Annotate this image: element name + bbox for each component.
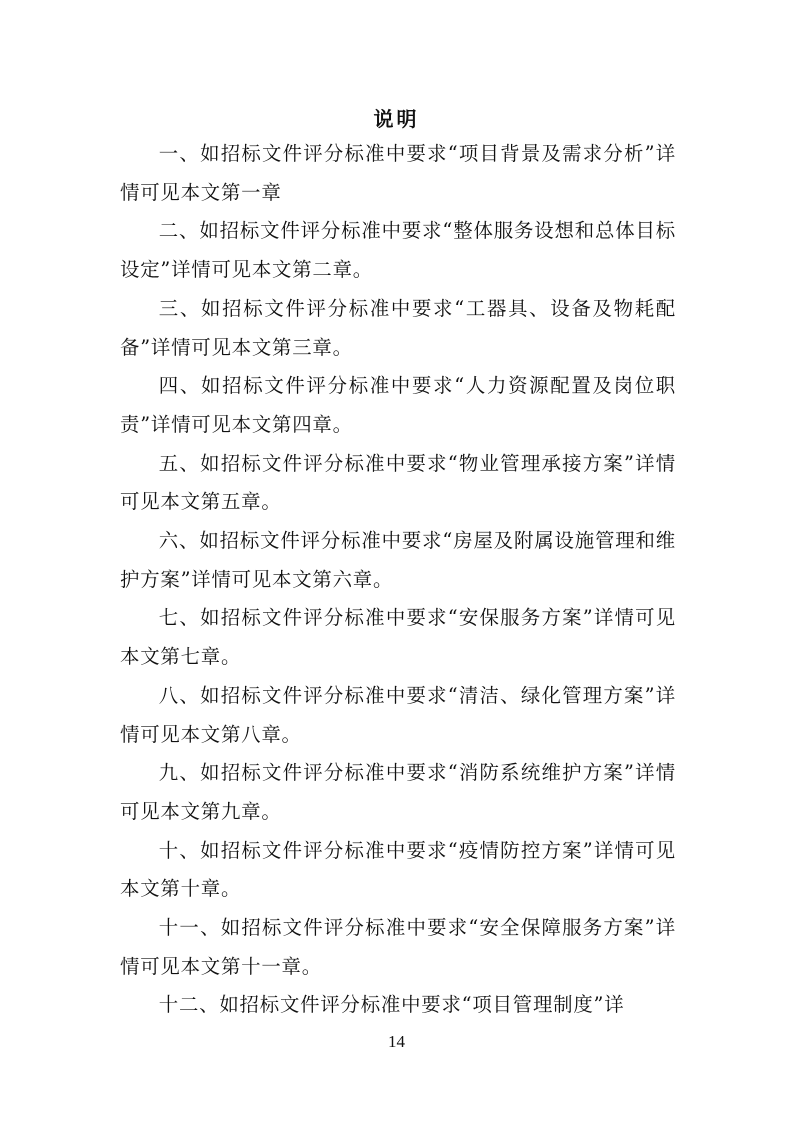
- paragraph-8: 八、如招标文件评分标准中要求“清洁、绿化管理方案”详情可见本文第八章。: [120, 683, 676, 746]
- paragraph-11: 十一、如招标文件评分标准中要求“安全保障服务方案”详情可见本文第十一章。: [120, 916, 676, 978]
- document-body: [120, 135, 676, 1025]
- paragraph-10: 十、如招标文件评分标准中要求“疫情防控方案”详情可见本文第十章。: [120, 838, 676, 901]
- paragraph-7: 七、如招标文件评分标准中要求“安保服务方案”详情可见本文第七章。: [120, 606, 676, 669]
- paragraph-6: 六、如招标文件评分标准中要求“房屋及附属设施管理和维护方案”详情可见本文第六章。: [120, 529, 676, 591]
- paragraph-5: 五、如招标文件评分标准中要求“物业管理承接方案”详情可见本文第五章。: [120, 451, 676, 514]
- paragraph-2: 二、如招标文件评分标准中要求“整体服务设想和总体目标设定”详情可见本文第二章。: [120, 219, 676, 282]
- paragraph-12: 十二、如招标文件评分标准中要求“项目管理制度”详: [158, 993, 625, 1017]
- document-title: 说明: [373, 107, 420, 131]
- paragraph-4: 四、如招标文件评分标准中要求“人力资源配置及岗位职责”详情可见本文第四章。: [120, 374, 676, 436]
- paragraph-3: 三、如招标文件评分标准中要求“工器具、设备及物耗配备”详情可见本文第三章。: [120, 296, 676, 359]
- paragraph-1: 一、如招标文件评分标准中要求“项目背景及需求分析”详情可见本文第一章: [120, 142, 676, 204]
- paragraph-9: 九、如招标文件评分标准中要求“消防系统维护方案”详情可见本文第九章。: [120, 761, 676, 823]
- page-number: 14: [388, 1032, 405, 1051]
